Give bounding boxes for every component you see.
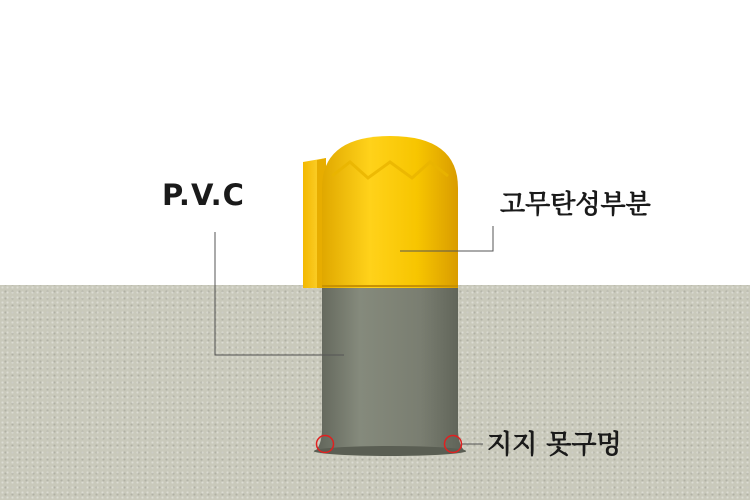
pvc-label: P.V.C [162, 178, 245, 212]
pvc-body-base [314, 446, 466, 456]
pvc-body [314, 288, 466, 452]
rubber-cap [322, 136, 458, 288]
rubber-part-label: 고무탄성부분 [500, 190, 651, 220]
support-hole-label: 지지 못구멍 [487, 430, 622, 460]
